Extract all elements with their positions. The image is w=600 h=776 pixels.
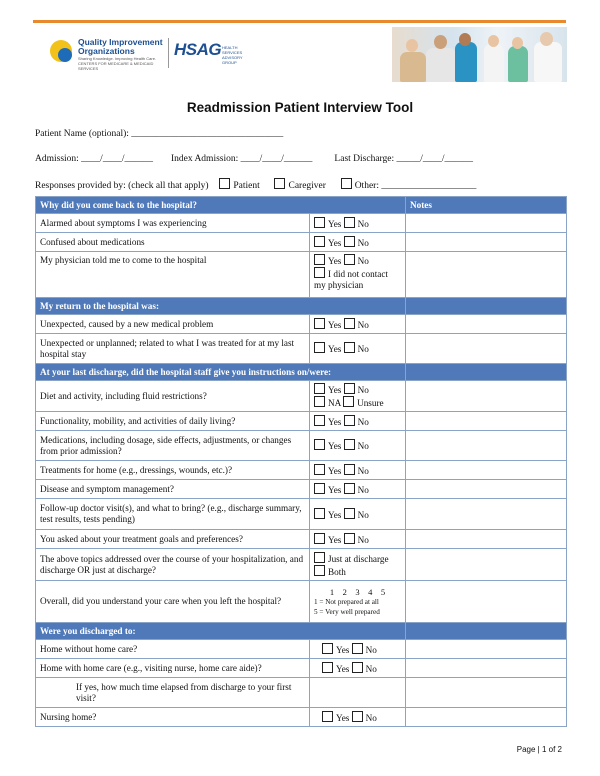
page-footer: Page | 1 of 2 — [516, 745, 562, 754]
no-checkbox[interactable] — [344, 533, 355, 544]
question-text: Medications, including dosage, side effects, adjustments, or changes from prior admission? — [36, 431, 310, 461]
did-not-contact-label: I did not contact my physician — [314, 269, 388, 290]
last-discharge-field[interactable]: Last Discharge: _____/____/______ — [334, 154, 474, 164]
yes-label: Yes — [336, 663, 350, 674]
yes-no-options — [310, 530, 406, 549]
yes-checkbox[interactable] — [314, 415, 325, 426]
notes-cell[interactable] — [406, 581, 567, 623]
section-header: Were you discharged to: — [36, 623, 406, 640]
qio-logo-name: Quality Improvement Organizations — [78, 37, 163, 56]
no-checkbox[interactable] — [352, 711, 363, 722]
yes-label: Yes — [336, 712, 350, 723]
doctor-figure — [455, 42, 477, 82]
yes-checkbox[interactable] — [314, 236, 325, 247]
other-checkbox[interactable] — [341, 178, 352, 189]
no-label: No — [365, 712, 377, 723]
no-checkbox[interactable] — [352, 643, 363, 654]
no-checkbox[interactable] — [344, 439, 355, 450]
notes-cell[interactable] — [406, 233, 567, 252]
table-row — [36, 412, 567, 431]
no-label: No — [357, 416, 369, 427]
no-checkbox[interactable] — [344, 464, 355, 475]
no-checkbox[interactable] — [344, 318, 355, 329]
patient-name-field[interactable]: Patient Name (optional): ________________________________ — [35, 129, 284, 139]
yes-checkbox[interactable] — [314, 254, 325, 265]
hsag-logo: HSAG — [174, 40, 222, 59]
table-row — [36, 315, 567, 334]
question-text: Unexpected or unplanned; related to what I was treated for at my last hospital stay — [36, 334, 310, 364]
no-label: No — [357, 344, 369, 354]
section-header-row — [36, 623, 567, 640]
notes-header-blank — [406, 298, 567, 315]
both-checkbox[interactable] — [314, 565, 325, 576]
yes-label: Yes — [328, 319, 342, 330]
table-row — [36, 381, 567, 412]
senior-doctor-head — [540, 32, 553, 46]
unsure-checkbox[interactable] — [343, 396, 354, 407]
yes-checkbox[interactable] — [314, 464, 325, 475]
table-row — [36, 461, 567, 480]
question-text: Functionality, mobility, and activities of daily living? — [36, 412, 310, 431]
question-text: Confused about medications — [36, 233, 310, 252]
scale-numbers[interactable]: 1 2 3 4 5 — [329, 586, 386, 597]
yes-no-na-options — [310, 381, 406, 412]
yes-no-options — [310, 480, 406, 499]
yes-checkbox[interactable] — [314, 533, 325, 544]
yes-checkbox[interactable] — [314, 342, 325, 353]
question-text: My physician told me to come to the hospital — [36, 252, 310, 298]
just-at-discharge-label: Just at discharge — [328, 553, 389, 564]
no-checkbox[interactable] — [344, 254, 355, 265]
nurse-figure — [426, 48, 456, 82]
no-label: No — [357, 218, 369, 229]
qio-logo-tagline: Sharing Knowledge. Improving Health Care. CENTERS FOR MEDICARE & MEDICAID SERVICES — [78, 56, 157, 71]
notes-cell[interactable] — [406, 549, 567, 581]
notes-cell[interactable] — [406, 412, 567, 431]
table-row — [36, 431, 567, 461]
table-row — [36, 678, 567, 708]
caregiver-label: Caregiver — [288, 181, 326, 191]
yes-checkbox[interactable] — [314, 439, 325, 450]
notes-cell[interactable] — [406, 659, 567, 678]
question-text: Home with home care (e.g., visiting nurse, home care aide)? — [36, 659, 310, 678]
yes-no-options — [310, 334, 406, 364]
no-label: No — [357, 319, 369, 330]
table-row — [36, 708, 567, 727]
admission-dates-row — [35, 154, 473, 164]
table-row — [36, 499, 567, 530]
hsag-tagline: HEALTH SERVICES ADVISORY GROUP — [222, 45, 243, 65]
yes-no-options — [310, 461, 406, 480]
table-row — [36, 252, 567, 298]
patient-checkbox[interactable] — [219, 178, 230, 189]
yes-checkbox[interactable] — [322, 662, 333, 673]
no-checkbox[interactable] — [344, 483, 355, 494]
no-label: No — [357, 256, 369, 266]
no-label: No — [357, 484, 369, 495]
header-accent-bar — [33, 20, 566, 23]
no-checkbox[interactable] — [344, 236, 355, 247]
notes-header-blank — [406, 364, 567, 381]
yes-label: Yes — [328, 344, 342, 354]
both-label: Both — [328, 566, 346, 577]
question-text: Disease and symptom management? — [36, 480, 310, 499]
notes-cell[interactable] — [406, 431, 567, 461]
no-checkbox[interactable] — [344, 508, 355, 519]
physician-head — [488, 35, 499, 47]
notes-cell[interactable] — [406, 315, 567, 334]
qio-logo — [48, 36, 168, 70]
notes-cell[interactable] — [406, 480, 567, 499]
logo-divider — [168, 38, 169, 68]
no-checkbox[interactable] — [344, 415, 355, 426]
notes-cell[interactable] — [406, 214, 567, 233]
notes-header-blank — [406, 623, 567, 640]
question-text: Diet and activity, including fluid restrictions? — [36, 381, 310, 412]
scale-high-label: 5 = Very well prepared — [314, 607, 380, 616]
table-row — [36, 581, 567, 623]
responses-row — [35, 178, 476, 191]
question-text: Unexpected, caused by a new medical problem — [36, 315, 310, 334]
section-header-row — [36, 197, 567, 214]
table-row — [36, 214, 567, 233]
no-checkbox[interactable] — [344, 383, 355, 394]
yes-no-options — [310, 315, 406, 334]
section-header-row — [36, 364, 567, 381]
question-text: Treatments for home (e.g., dressings, wounds, etc.)? — [36, 461, 310, 480]
did-not-contact-checkbox[interactable] — [314, 267, 325, 278]
question-text: Overall, did you understand your care when you left the hospital? — [36, 581, 310, 623]
yes-label: Yes — [328, 237, 342, 248]
senior-doctor-figure — [534, 42, 562, 82]
notes-cell[interactable] — [406, 252, 567, 298]
notes-cell[interactable] — [406, 334, 567, 364]
discharge-timing-options — [310, 549, 406, 581]
patient-figure — [400, 52, 426, 82]
responses-label: Responses provided by: (check all that apply) — [35, 181, 209, 191]
yes-no-options — [310, 233, 406, 252]
yes-no-options — [310, 708, 406, 727]
patient-label: Patient — [233, 181, 260, 191]
section-header: Why did you come back to the hospital? — [36, 197, 406, 214]
yes-no-options — [310, 431, 406, 461]
qio-logo-globe-icon — [58, 48, 72, 62]
yes-label: Yes — [328, 534, 342, 545]
no-checkbox[interactable] — [344, 217, 355, 228]
yes-label: Yes — [336, 644, 350, 655]
yes-no-options — [310, 640, 406, 659]
doctor-head — [459, 33, 471, 46]
yes-no-options — [310, 659, 406, 678]
yes-label: Yes — [328, 484, 342, 495]
no-checkbox[interactable] — [352, 662, 363, 673]
notes-cell[interactable] — [406, 381, 567, 412]
notes-cell[interactable] — [406, 640, 567, 659]
yes-checkbox[interactable] — [314, 383, 325, 394]
admission-field[interactable]: Admission: ____/____/______ — [35, 154, 153, 164]
table-row — [36, 549, 567, 581]
healthcare-staff-photo — [392, 27, 567, 82]
question-text: If yes, how much time elapsed from discharge to your first visit? — [36, 678, 310, 708]
yes-label: Yes — [328, 218, 342, 229]
na-checkbox[interactable] — [314, 396, 325, 407]
index-admission-field[interactable]: Index Admission: ____/____/______ — [170, 154, 313, 164]
yes-no-options — [310, 412, 406, 431]
no-label: No — [357, 385, 369, 395]
table-row — [36, 480, 567, 499]
staff-head — [512, 37, 523, 49]
table-row — [36, 233, 567, 252]
physician-figure — [484, 44, 504, 82]
page-title: Readmission Patient Interview Tool — [186, 100, 414, 115]
no-label: No — [357, 534, 369, 545]
yes-no-options — [310, 252, 406, 298]
section-header-row — [36, 298, 567, 315]
notes-cell[interactable] — [406, 678, 567, 708]
table-row — [36, 530, 567, 549]
question-text: Home without home care? — [36, 640, 310, 659]
na-label: NA — [328, 398, 341, 408]
yes-label: Yes — [328, 385, 342, 395]
no-label: No — [357, 441, 369, 451]
yes-label: Yes — [328, 465, 342, 476]
yes-checkbox[interactable] — [314, 217, 325, 228]
answer-cell[interactable] — [310, 678, 406, 708]
table-row — [36, 334, 567, 364]
notes-cell[interactable] — [406, 530, 567, 549]
staff-figure — [508, 46, 528, 82]
yes-checkbox[interactable] — [314, 508, 325, 519]
patient-head — [406, 39, 418, 52]
preparedness-scale — [310, 581, 406, 623]
no-checkbox[interactable] — [344, 342, 355, 353]
unsure-label: Unsure — [357, 398, 384, 408]
question-text: Nursing home? — [36, 708, 310, 727]
section-header: At your last discharge, did the hospital staff give you instructions on/were: — [36, 364, 406, 381]
caregiver-checkbox[interactable] — [274, 178, 285, 189]
question-text: Alarmed about symptoms I was experiencing — [36, 214, 310, 233]
yes-checkbox[interactable] — [314, 483, 325, 494]
question-text: You asked about your treatment goals and preferences? — [36, 530, 310, 549]
question-text: Follow-up doctor visit(s), and what to bring? (e.g., discharge summary, test results, tests pending) — [36, 499, 310, 530]
yes-no-options — [310, 214, 406, 233]
table-row — [36, 640, 567, 659]
notes-cell[interactable] — [406, 461, 567, 480]
no-label: No — [357, 465, 369, 476]
yes-label: Yes — [328, 416, 342, 427]
table-row — [36, 659, 567, 678]
notes-header: Notes — [406, 197, 567, 214]
yes-checkbox[interactable] — [322, 643, 333, 654]
interview-table — [35, 196, 567, 727]
no-label: No — [357, 237, 369, 248]
no-label: No — [365, 663, 377, 674]
other-field[interactable]: Other: ____________________ — [354, 181, 477, 191]
notes-cell[interactable] — [406, 499, 567, 530]
nurse-head — [434, 35, 447, 49]
yes-checkbox[interactable] — [314, 318, 325, 329]
yes-label: Yes — [328, 509, 342, 520]
no-label: No — [357, 509, 369, 520]
question-text: The above topics addressed over the course of your hospitalization, and discharge OR just at discharge? — [36, 549, 310, 581]
section-header: My return to the hospital was: — [36, 298, 406, 315]
yes-label: Yes — [328, 256, 342, 266]
yes-checkbox[interactable] — [322, 711, 333, 722]
scale-low-label: 1 = Not prepared at all — [314, 597, 379, 606]
notes-cell[interactable] — [406, 708, 567, 727]
no-label: No — [365, 644, 377, 655]
yes-label: Yes — [328, 441, 342, 451]
just-at-discharge-checkbox[interactable] — [314, 552, 325, 563]
yes-no-options — [310, 499, 406, 530]
